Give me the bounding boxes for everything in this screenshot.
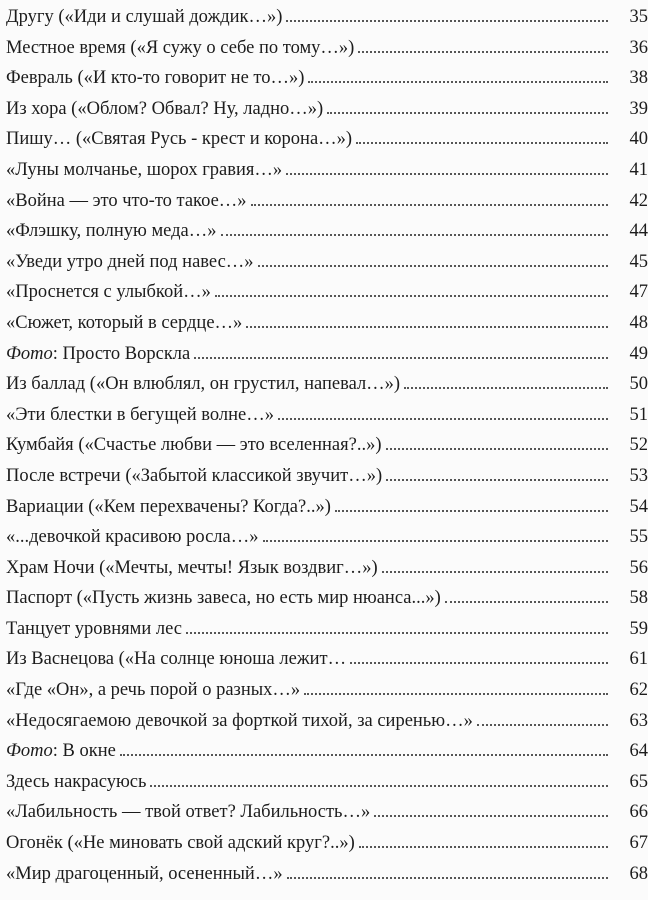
entry-title [6, 190, 251, 212]
entry-title-text: Вариации («Кем перехвачены? Когда?..») [6, 496, 331, 517]
dot-leader [286, 173, 608, 175]
entry-page-number: 41 [629, 159, 648, 180]
entry-page-number: 67 [629, 833, 648, 854]
entry-page-number: 35 [629, 7, 648, 27]
entry-title-text: «Война — это что-то такое…» [6, 190, 247, 211]
entry-title [6, 740, 120, 762]
dot-leader [350, 662, 608, 664]
entry-title-prefix: Фото [6, 741, 53, 762]
dot-leader [286, 20, 608, 22]
entry-page-number: 39 [629, 98, 648, 119]
toc-entry [0, 642, 648, 673]
entry-title [6, 159, 286, 181]
dot-leader [258, 265, 608, 267]
entry-title-text: Танцует уровнями лес [6, 618, 183, 639]
entry-page-number: 62 [629, 680, 648, 701]
dot-leader [382, 571, 608, 573]
dot-leader [477, 724, 608, 726]
entry-title [6, 496, 335, 518]
toc-entry [0, 520, 648, 551]
entry-title [6, 587, 445, 609]
entry-page-number: 53 [629, 465, 648, 486]
entry-title-text: «Проснется с улыбкой…» [6, 282, 211, 303]
entry-title [6, 281, 215, 303]
dot-leader [386, 479, 608, 481]
entry-title [6, 98, 327, 120]
toc-entry [0, 275, 648, 306]
dot-leader [359, 846, 608, 848]
toc-entry [0, 0, 648, 30]
dot-leader [358, 51, 608, 53]
entry-title [6, 404, 278, 426]
entry-page-number: 56 [629, 557, 648, 578]
entry-title [6, 557, 382, 579]
dot-leader [308, 81, 608, 83]
entry-page-number: 40 [629, 129, 648, 150]
entry-title [6, 771, 150, 793]
dot-leader [263, 540, 609, 542]
dot-leader [445, 601, 608, 603]
entry-title-text: После встречи («Забытой классикой звучит…») [6, 465, 383, 486]
dot-leader [251, 204, 608, 206]
entry-page-number: 47 [629, 282, 648, 303]
dot-leader [327, 112, 608, 114]
entry-title-text: : Просто Ворскла [52, 343, 191, 364]
entry-title-text: «Эти блестки в бегущей волне…» [6, 404, 275, 425]
entry-title [6, 526, 263, 548]
toc-entry [0, 581, 648, 612]
entry-title-text: «Луны молчанье, шорох гравия…» [6, 159, 283, 180]
entry-title-text: Из хора («Облом? Обвал? Ну, ладно…») [6, 98, 324, 119]
dot-leader [221, 234, 608, 236]
entry-title-text: «Недосягаемою девочкой за форткой тихой, за сиренью…» [6, 710, 473, 731]
dot-leader [150, 785, 608, 787]
entry-title-text: «Где «Он», а речь порой о разных…» [6, 680, 301, 701]
entry-page-number: 49 [629, 343, 648, 364]
toc-entry [0, 183, 648, 214]
entry-title-text: Местное время («Я сужу о себе по тому…») [6, 37, 355, 58]
entry-title [6, 67, 308, 89]
entry-title [6, 220, 221, 242]
toc-entry [0, 703, 648, 734]
toc-entry [0, 611, 648, 642]
entry-title-text: «Сюжет, который в сердце…» [6, 312, 243, 333]
dot-leader [120, 754, 608, 756]
entry-page-number: 55 [629, 527, 648, 548]
toc-entry [0, 336, 648, 367]
toc-entry [0, 397, 648, 428]
entry-page-number: 68 [629, 863, 648, 884]
entry-title-text: Из Васнецова («На солнце юноша лежит… [6, 649, 347, 670]
entry-page-number: 54 [629, 496, 648, 517]
toc-entry [0, 91, 648, 122]
toc-entry [0, 61, 648, 92]
dot-leader [304, 693, 608, 695]
entry-page-number: 42 [629, 190, 648, 211]
entry-page-number: 65 [629, 771, 648, 792]
entry-title-text: Из баллад («Он влюблял, он грустил, напевал…») [6, 374, 401, 395]
entry-title [6, 465, 386, 487]
entry-page-number: 61 [629, 649, 648, 670]
dot-leader [386, 448, 608, 450]
toc-entry [0, 795, 648, 826]
entry-title [6, 710, 477, 732]
toc-entry [0, 734, 648, 765]
toc-entry [0, 825, 648, 856]
entry-page-number: 58 [629, 588, 648, 609]
entry-page-number: 51 [629, 404, 648, 425]
dot-leader [287, 877, 608, 879]
toc-entry [0, 244, 648, 275]
entry-page-number: 36 [629, 37, 648, 58]
entry-title [6, 434, 386, 456]
entry-title [6, 679, 304, 701]
entry-title-text: Храм Ночи («Мечты, мечты! Язык воздвиг…») [6, 557, 378, 578]
toc-entry [0, 764, 648, 795]
entry-title-text: : В окне [52, 741, 116, 762]
entry-title-text: «Флэшку, полную меда…» [6, 221, 217, 242]
entry-title [6, 373, 404, 395]
toc-entry [0, 458, 648, 489]
toc-entry [0, 367, 648, 398]
entry-title-text: Здесь накрасуюсь [6, 771, 147, 792]
entry-title-text: Пишу… («Святая Русь - крест и корона…») [6, 129, 353, 150]
dot-leader [215, 295, 608, 297]
entry-title-text: Другу («Иди и слушай дождик…») [6, 7, 283, 27]
entry-title [6, 6, 286, 28]
entry-title [6, 648, 350, 670]
entry-title [6, 37, 358, 59]
entry-title [6, 251, 258, 273]
dot-leader [404, 387, 608, 389]
toc-entry [0, 152, 648, 183]
dot-leader [186, 632, 608, 634]
toc-entry [0, 672, 648, 703]
toc-entry [0, 489, 648, 520]
entry-page-number: 44 [629, 221, 648, 242]
entry-title [6, 343, 194, 365]
entry-page-number: 38 [629, 68, 648, 89]
toc-entry [0, 305, 648, 336]
entry-title-text: Февраль («И кто-то говорит не то…») [6, 68, 305, 89]
toc-entry [0, 428, 648, 459]
entry-title-text: Огонёк («Не миновать свой адский круг?..») [6, 833, 355, 854]
entry-page-number: 50 [629, 374, 648, 395]
entry-title-text: Кумбайя («Счастье любви — это вселенная?..») [6, 435, 382, 456]
entry-title [6, 128, 356, 150]
entry-title-text: Паспорт («Пусть жизнь завеса, но есть мир нюанса...») [6, 588, 441, 609]
entry-title [6, 832, 359, 854]
dot-leader [246, 326, 608, 328]
entry-page-number: 66 [629, 802, 648, 823]
entry-page-number: 45 [629, 251, 648, 272]
dot-leader [356, 142, 608, 144]
dot-leader [374, 815, 608, 817]
entry-title [6, 312, 246, 334]
entry-title [6, 618, 186, 640]
entry-page-number: 63 [629, 710, 648, 731]
entry-page-number: 59 [629, 618, 648, 639]
entry-title-text: «Уведи утро дней под навес…» [6, 251, 254, 272]
dot-leader [335, 510, 608, 512]
toc-entry [0, 122, 648, 153]
toc-entry [0, 550, 648, 581]
entry-page-number: 48 [629, 312, 648, 333]
entry-page-number: 64 [629, 741, 648, 762]
entry-title-text: «...девочкой красивою росла…» [6, 527, 259, 548]
dot-leader [194, 357, 608, 359]
entry-title-prefix: Фото [6, 343, 53, 364]
toc-entry [0, 214, 648, 245]
dot-leader [278, 418, 608, 420]
toc-entry [0, 856, 648, 887]
entry-page-number: 52 [629, 435, 648, 456]
entry-title-text: «Мир драгоценный, осененный…» [6, 863, 283, 884]
entry-title [6, 801, 374, 823]
toc-entry [0, 30, 648, 61]
entry-title-text: «Лабильность — твой ответ? Лабильность…» [6, 802, 371, 823]
entry-title [6, 863, 287, 885]
